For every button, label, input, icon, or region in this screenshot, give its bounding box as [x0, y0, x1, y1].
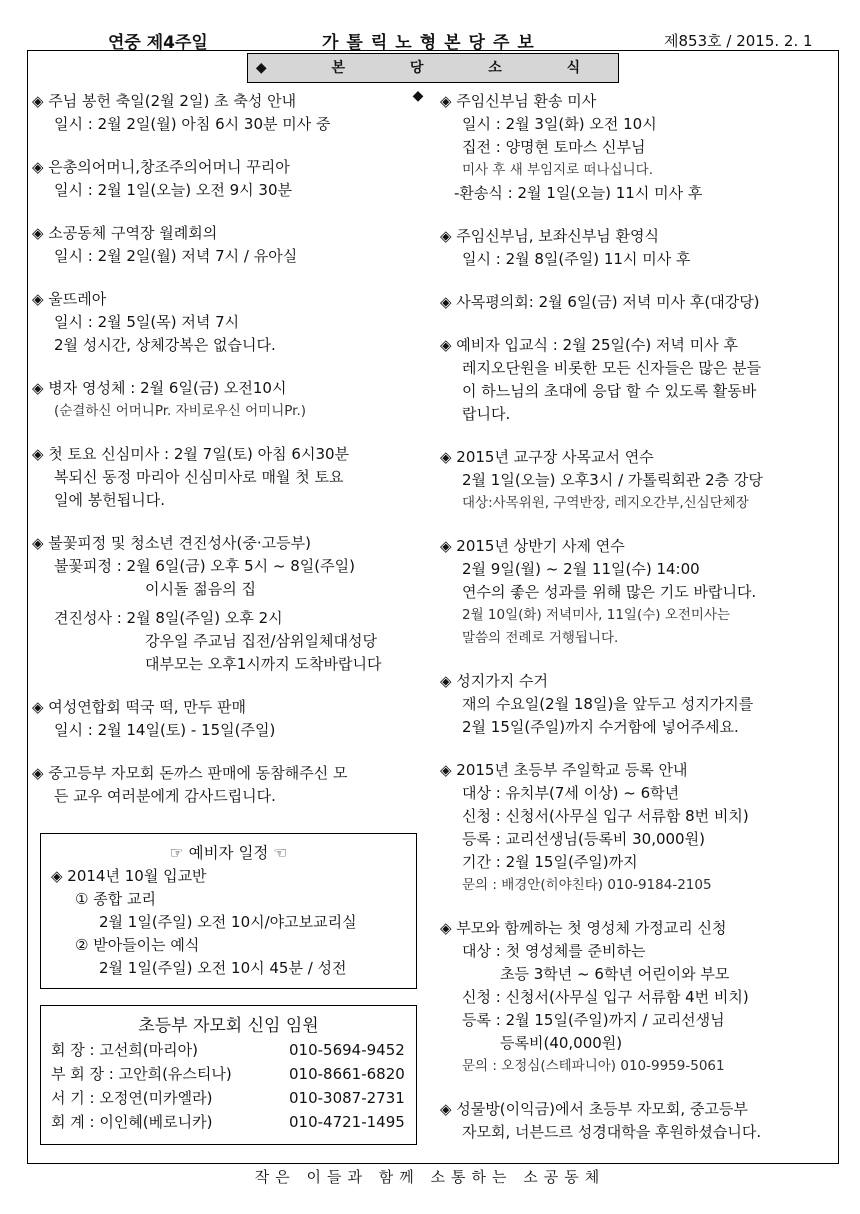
bulletin-title: 가톨릭노형본당주보 [322, 33, 542, 53]
notice-item: ◈ 성지가지 수거 재의 수요일(2월 18일)을 앞두고 성지가지를 2월 15일(주일)까지 수거함에 넣어주세요. [440, 672, 754, 736]
notice-item: ◈ 주임신부님 환송 미사 일시 : 2월 3일(화) 오전 10시 집전 : 양명현 토마스 신부님 미사 후 새 부임지로 떠나십니다. -환송식 : 2월 1일(오늘) 11시 미사 후 [440, 92, 703, 202]
box-title: 초등부 자모회 신임 임원 [138, 1016, 319, 1036]
notice-item: ◈ 2015년 초등부 주일학교 등록 안내 대상 : 유치부(7세 이상) ~ 6학년 신청 : 신청서(사무실 입구 서류함 8번 비치) 등록 : 교리선생님(등록비 30,000원) 기간 : 2월 15일(주일)까지 문의 : 배경안(히야친타) 010-9184-2105 [440, 761, 749, 893]
notice-item: ◈ 주님 봉헌 축일(2월 2일) 초 축성 안내 일시 : 2월 2일(월) 아침 6시 30분 미사 중 [32, 92, 331, 133]
notice-item: ◈ 2015년 교구장 사목교서 연수 2월 1일(오늘) 오후3시 / 가톨릭회관 2층 강당 대상:사목위원, 구역반장, 레지오간부,신심단체장 [440, 448, 763, 511]
box-title: ☞ 예비자 일정 ☜ [169, 844, 288, 862]
notice-item: ◈ 예비자 입교식 : 2월 25일(수) 저녁 미사 후 레지오단원을 비롯한 모든 신자들은 많은 분들 이 하느님의 초대에 응답 할 수 있도록 활동바 랍니다. [440, 336, 762, 423]
notice-item: ◈ 2015년 상반기 사제 연수 2월 9일(월) ~ 2월 11일(수) 14:00 연수의 좋은 성과를 위해 많은 기도 바랍니다. 2월 10일(화) 저녁미사, 11일(수) 오전미사는 말씀의 전례로 거행됩니다. [440, 537, 757, 646]
officer-row: 회 계 : 이인혜(베로니카) 010-4721-1495 [51, 1113, 405, 1131]
issue-date: 제853호 / 2015. 2. 1 [664, 32, 813, 50]
section-banner: ◆ 본 당 소 식 ◆ [247, 53, 619, 83]
notice-item: ◈ 여성연합회 떡국 떡, 만두 판매 일시 : 2월 14일(토) - 15일(주일) [32, 698, 276, 739]
notice-item: ◈ 울뜨레아 일시 : 2월 5일(목) 저녁 7시 2월 성시간, 상체강복은 없습니다. [32, 290, 276, 354]
notice-item: ◈ 병자 영성체 : 2월 6일(금) 오전10시 (순결하신 어머니Pr. 자비로우신 어미니Pr.) [32, 379, 307, 419]
left-column [32, 90, 432, 828]
notice-item: ◈ 부모와 함께하는 첫 영성체 가정교리 신청 대상 : 첫 영성체를 준비하는 초등 3학년 ~ 6학년 어린이와 부모 신청 : 신청서(사무실 입구 서류함 4번 비치) 등록 : 2월 15일(주일)까지 / 교리선생님 등록비(40,000원) 문의 : 오정심(스테파니아) 010-9959-5061 [440, 919, 749, 1074]
header [0, 2, 860, 53]
officer-row: 서 기 : 오정연(미카엘라) 010-3087-2731 [51, 1089, 405, 1107]
notice-item: ◈ 소공동체 구역장 월례회의 일시 : 2월 2일(월) 저녁 7시 / 유아실 [32, 224, 298, 265]
catechumen-schedule-box: ☞ 예비자 일정 ☜ ◈ 2014년 10월 입교반 ① 종합 교리 2월 1일(주일) 오전 10시/야고보교리실 ② 받아들이는 예식 2월 1일(주일) 오전 10시 45분 / 성전 [40, 833, 417, 989]
officer-row: 회 장 : 고선희(마리아) 010-5694-9452 [51, 1041, 405, 1059]
notice-item: ◈ 중고등부 자모회 돈까스 판매에 동참해주신 모 든 교우 여러분에게 감사드립니다. [32, 764, 348, 805]
notice-item: ◈ 주임신부님, 보좌신부님 환영식 일시 : 2월 8일(주일) 11시 미사 후 [440, 227, 691, 268]
officer-row: 부 회 장 : 고안희(유스티나) 010-8661-6820 [51, 1065, 405, 1083]
footer-slogan: 작은 이들과 함께 소통하는 소공동체 [254, 1168, 606, 1186]
notice-item: ◈ 사목평의회: 2월 6일(금) 저녁 미사 후(대강당) [440, 293, 760, 311]
notice-item: ◈ 첫 토요 신심미사 : 2월 7일(토) 아침 6시30분 복되신 동정 마리아 신심미사로 매월 첫 토요 일에 봉헌됩니다. [32, 445, 350, 509]
sunday-label: 연중 제4주일 [108, 33, 208, 53]
notice-item: ◈ 성물방(이익금)에서 초등부 자모회, 중고등부 자모회, 너븐드르 성경대학을 후원하셨습니다. [440, 1100, 762, 1141]
officers-box [40, 1005, 417, 1145]
right-column [440, 90, 835, 1164]
youth-retreat-item: ◈ 불꽃피정 및 청소년 견진성사(중·고등부) 불꽃피정 : 2월 6일(금) 오후 5시 ~ 8일(주일) 이시돌 젊음의 집 견진성사 : 2월 8일(주일) 오후 2시 강우일 주교님 집전/삼위일체대성당 대부모는 오후1시까지 도착바랍니다 [32, 534, 382, 673]
notice-item: ◈ 은총의어머니,창조주의어머니 꾸리아 일시 : 2월 1일(오늘) 오전 9시 30분 [32, 158, 292, 199]
